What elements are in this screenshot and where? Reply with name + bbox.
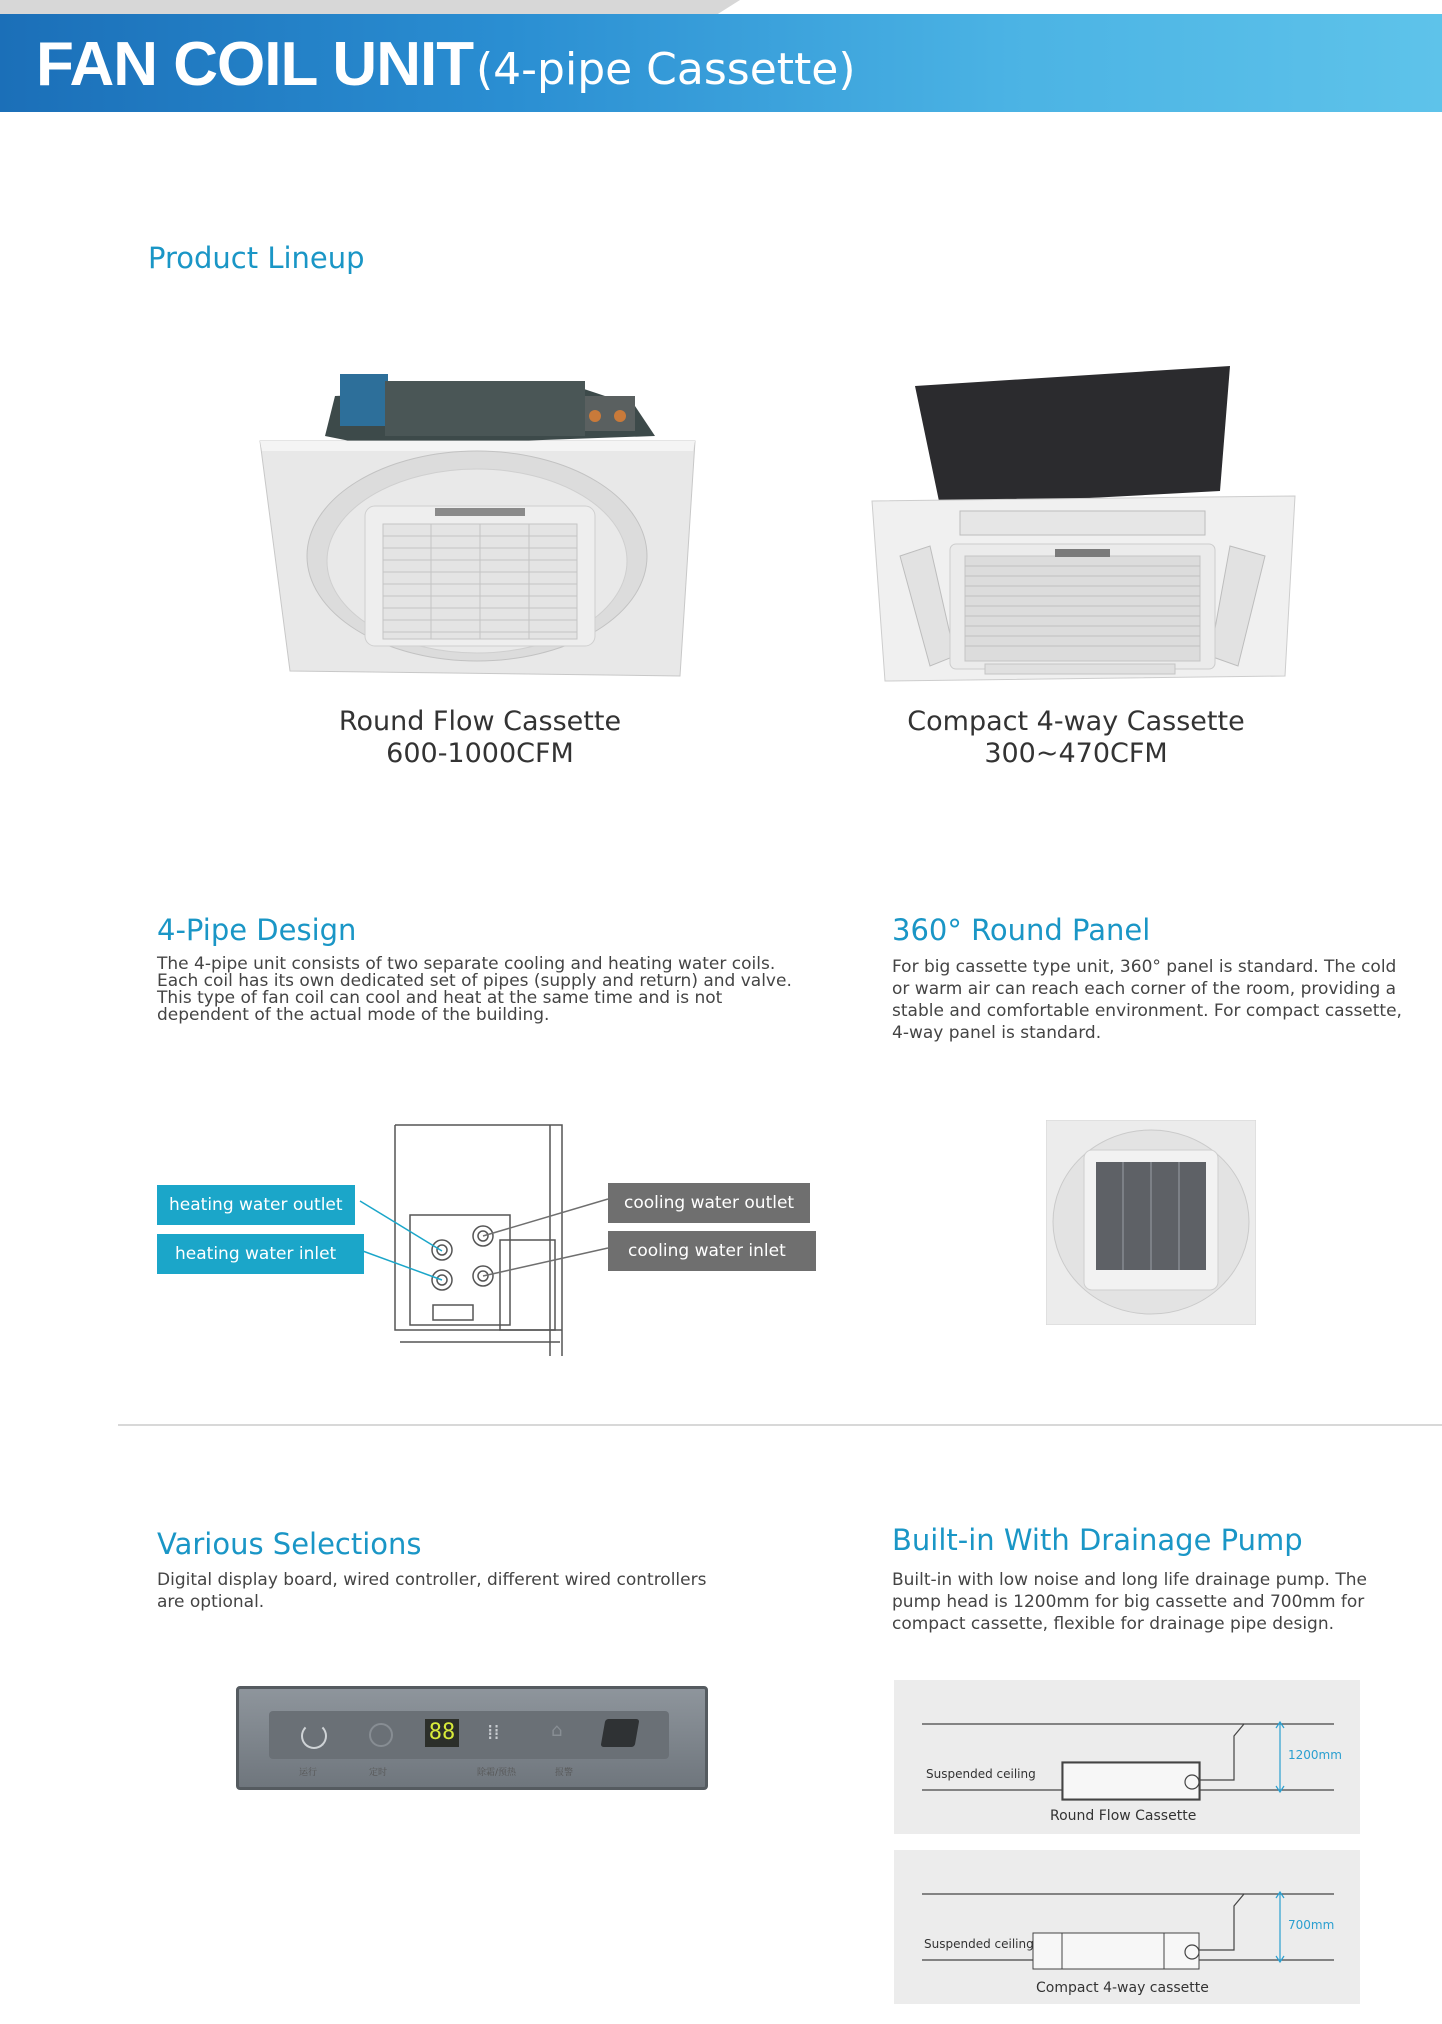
compact-cassette-image (860, 366, 1300, 686)
drainage-text: Built-in with low noise and long life drainage pump. The pump head is 1200mm for big cassette and 700mm for compact cassette, flexible for drainage pipe design. (892, 1570, 1367, 1634)
round-flow-cassette-image (255, 366, 703, 686)
timer-icon (369, 1723, 393, 1747)
defrost-icon: ⁞⁞ (487, 1720, 500, 1744)
drainage-diagram-compact (894, 1850, 1360, 2004)
power-icon (301, 1723, 327, 1749)
digital-display-board (236, 1686, 708, 1790)
alarm-icon: ⌂ (551, 1720, 563, 1741)
round-flow-capacity: 600-1000CFM (386, 738, 574, 769)
page-subtitle: (4-pipe Cassette) (476, 44, 856, 95)
heating-water-outlet-label: heating water outlet (157, 1185, 355, 1225)
round-panel-image (1046, 1120, 1256, 1325)
four-pipe-text: The 4-pipe unit consists of two separate cooling and heating water coils. Each coil has its own dedicated set of pipes (supply and return) and valve. This type of fan coil can cool and heat at the same time and is not dependent of the actual mode of the building. (157, 954, 792, 1025)
cooling-water-inlet-label: cooling water inlet (608, 1231, 816, 1271)
sensor-window (601, 1719, 640, 1747)
section-divider (118, 1424, 1442, 1426)
pump-head-label: 700mm (1288, 1918, 1335, 1932)
display-label-defrost: 除霜/预热 (477, 1768, 517, 1778)
compact-capacity: 300~470CFM (984, 738, 1168, 769)
connector-lines (350, 1185, 630, 1305)
drainage-heading: Built-in With Drainage Pump (892, 1523, 1303, 1557)
suspended-ceiling-label: Suspended ceiling (926, 1767, 1036, 1781)
diagram-caption: Round Flow Cassette (1050, 1808, 1197, 1824)
selections-heading: Various Selections (157, 1527, 422, 1561)
four-pipe-heading: 4-Pipe Design (157, 913, 357, 947)
round-panel-text: For big cassette type unit, 360° panel is standard. The cold or warm air can reach each corner of the room, providing a stable and comfortable environment. For compact cassette, 4-way panel is standard. (892, 957, 1402, 1043)
diagram-caption: Compact 4-way cassette (1036, 1980, 1209, 1996)
digit-display: 88 (425, 1719, 459, 1747)
compact-name: Compact 4-way Cassette (907, 706, 1245, 737)
display-label-run: 运行 (299, 1768, 318, 1778)
drainage-diagram-round (894, 1680, 1360, 1834)
selections-text: Digital display board, wired controller, different wired controllers are optional. (157, 1570, 707, 1612)
page-title: FAN COIL UNIT (36, 30, 474, 99)
header-top-strip (0, 0, 740, 14)
round-flow-name: Round Flow Cassette (338, 706, 622, 737)
heating-water-inlet-label: heating water inlet (157, 1234, 364, 1274)
suspended-ceiling-label: Suspended ceiling (924, 1937, 1034, 1951)
display-label-alarm: 报警 (555, 1768, 574, 1778)
round-flow-caption (240, 706, 720, 770)
pump-head-label: 1200mm (1288, 1748, 1342, 1762)
lineup-heading: Product Lineup (148, 241, 365, 275)
cooling-water-outlet-label: cooling water outlet (608, 1183, 810, 1223)
compact-caption (836, 706, 1316, 770)
display-label-timer: 定时 (369, 1768, 388, 1778)
round-panel-heading: 360° Round Panel (892, 913, 1151, 947)
